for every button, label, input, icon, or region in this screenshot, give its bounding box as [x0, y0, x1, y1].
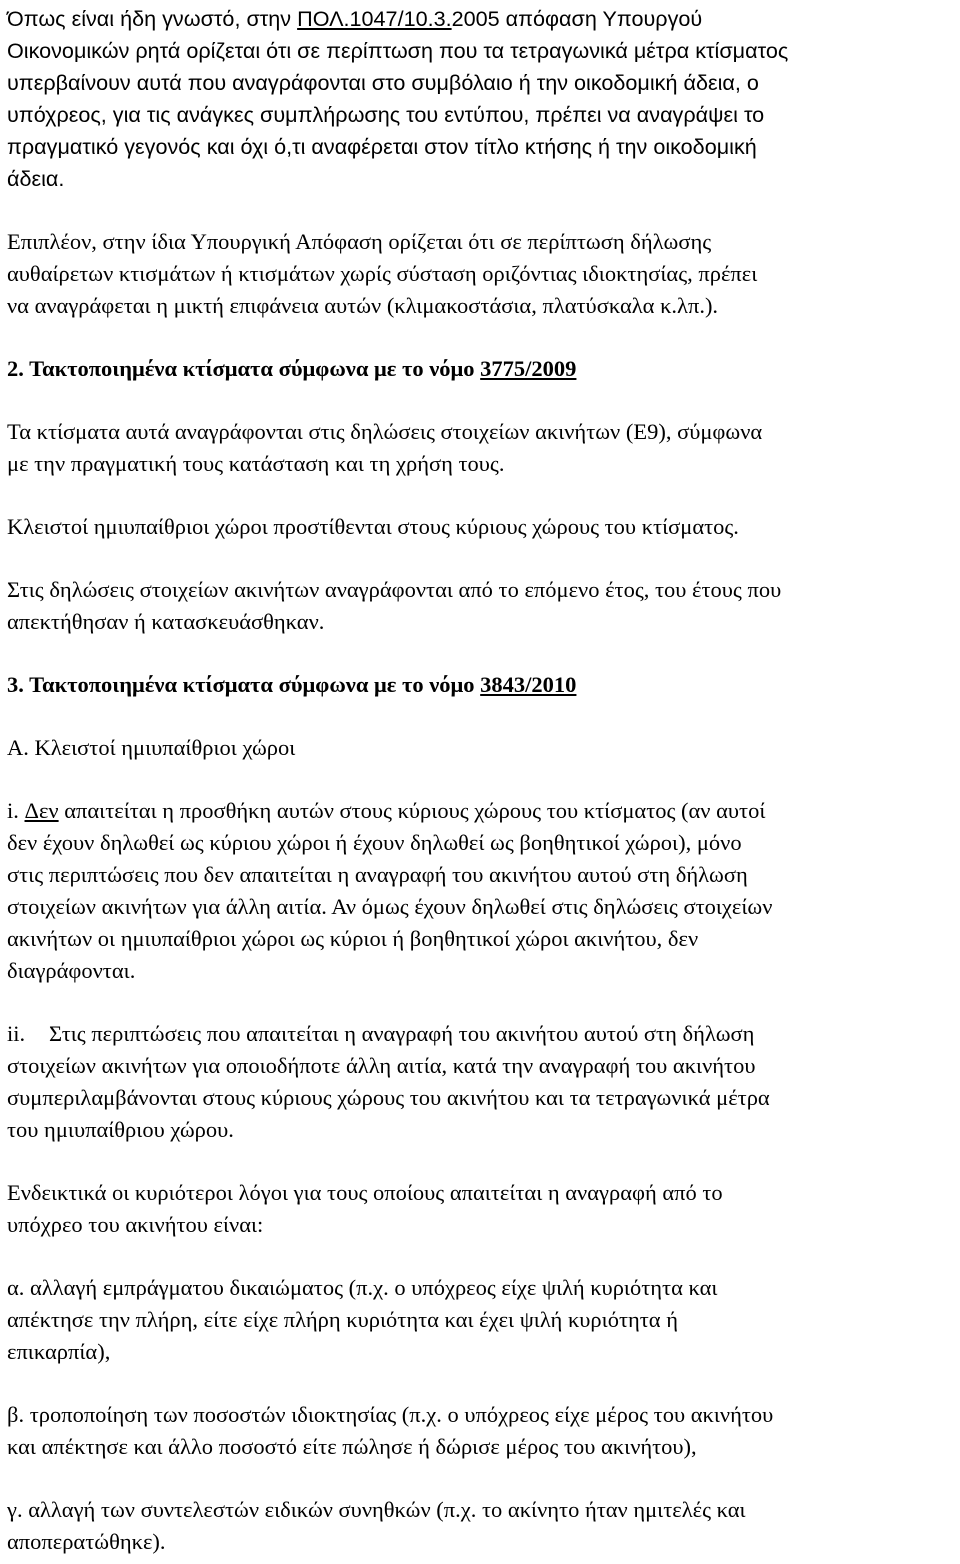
paragraph-6-line-2: υπόχρεο του ακινήτου είναι: [7, 1212, 264, 1237]
paragraph-2-line-2: αυθαίρετων κτισμάτων ή κτισμάτων χωρίς σύσταση οριζόντιας ιδιοκτησίας, πρέπει [7, 261, 758, 286]
law-number: 3775/2009 [480, 356, 577, 381]
item-marker: ii. [7, 1021, 26, 1046]
section-3-heading [7, 669, 576, 701]
paragraph-6-line-1: Ενδεικτικά οι κυριότεροι λόγοι για τους οποίους απαιτείται η αναγραφή από το [7, 1180, 723, 1205]
heading-text: 3. Τακτοποιημένα κτίσματα σύμφωνα με το νόμο [7, 672, 481, 697]
paragraph-5-line-2: απεκτήθησαν ή κατασκευάσθηκαν. [7, 609, 325, 634]
item-a-line-2: απέκτησε την πλήρη, είτε είχε πλήρη κυριότητα και έχει ψιλή κυριότητα ή [7, 1307, 678, 1332]
paragraph-1-line-2: Οικονομικών ρητά ορίζεται ότι σε περίπτωση που τα τετραγωνικά μέτρα κτίσματος [7, 38, 789, 63]
subsection-a-heading: Α. Κλειστοί ημιυπαίθριοι χώροι [7, 735, 296, 760]
paragraph-2-line-3: να αναγράφεται η μικτή επιφάνεια αυτών (κλιμακοστάσια, πλατύσκαλα κ.λπ.). [7, 293, 719, 318]
item-marker: i. [7, 798, 25, 823]
item-ii-line-3: συμπεριλαμβάνονται στους κύριους χώρους του ακινήτου και τα τετραγωνικά μέτρα [7, 1085, 770, 1110]
item-i-line-3: στις περιπτώσεις που δεν απαιτείται η αναγραφή του ακινήτου αυτού στη δήλωση [7, 862, 748, 887]
law-number: 3843/2010 [480, 672, 577, 697]
item-b-line-2: και απέκτησε και άλλο ποσοστό είτε πώλησε ή δώρισε μέρος του ακινήτου), [7, 1434, 697, 1459]
item-ii-line-2: στοιχείων ακινήτων για οποιοδήποτε άλλη αιτία, κατά την αναγραφή του ακινήτου [7, 1053, 756, 1078]
pol-reference-link[interactable]: ΠΟΛ.1047/10.3. [297, 6, 452, 31]
paragraph-1-line-6: άδεια. [7, 166, 65, 191]
underlined-word: Δεν [24, 798, 59, 823]
paragraph-1-line-4: υπόχρεος, για τις ανάγκες συμπλήρωσης του εντύπου, πρέπει να αναγράψει το [7, 102, 765, 127]
item-ii-line-1 [7, 1018, 754, 1050]
item-i-line-6: διαγράφονται. [7, 958, 136, 983]
section-2-heading [7, 353, 576, 385]
item-a-line-1: α. αλλαγή εμπράγματου δικαιώματος (π.χ. ο υπόχρεος είχε ψιλή κυριότητα και [7, 1275, 718, 1300]
item-a-line-3: επικαρπία), [7, 1339, 111, 1364]
paragraph-3-line-2: με την πραγματική τους κατάσταση και τη χρήση τους. [7, 451, 505, 476]
paragraph-5-line-1: Στις δηλώσεις στοιχείων ακινήτων αναγράφονται από το επόμενο έτος, του έτους που [7, 577, 782, 602]
text-span: απαιτείται η προσθήκη αυτών στους κύριους χώρους του κτίσματος (αν αυτοί [58, 798, 766, 823]
item-ii-line-4: του ημιυπαίθριου χώρου. [7, 1117, 234, 1142]
item-c-line-2: αποπερατώθηκε). [7, 1529, 166, 1554]
item-i-line-2: δεν έχουν δηλωθεί ως κύριου χώροι ή έχουν δηλωθεί ως βοηθητικοί χώροι), μόνο [7, 830, 742, 855]
paragraph-3-line-1: Τα κτίσματα αυτά αναγράφονται στις δηλώσεις στοιχείων ακινήτων (Ε9), σύμφωνα [7, 419, 763, 444]
item-c-line-1: γ. αλλαγή των συντελεστών ειδικών συνηθκών (π.χ. το ακίνητο ήταν ημιτελές και [7, 1497, 746, 1522]
paragraph-1-line-5: πραγματικό γεγονός και όχι ό,τι αναφέρεται στον τίτλο κτήσης ή την οικοδομική [7, 134, 757, 159]
paragraph-4-line-1: Κλειστοί ημιυπαίθριοι χώροι προστίθενται στους κύριους χώρους του κτίσματος. [7, 514, 739, 539]
text-span: Όπως είναι ήδη γνωστό, στην [7, 6, 298, 31]
text-span: Στις περιπτώσεις που απαιτείται η αναγραφή του ακινήτου αυτού στη δήλωση [49, 1021, 755, 1046]
paragraph-1-line-1 [7, 3, 702, 35]
paragraph-1-line-3: υπερβαίνουν αυτά που αναγράφονται στο συμβόλαιο ή την οικοδομική άδεια, ο [7, 70, 759, 95]
item-i-line-5: ακινήτων οι ημιυπαίθριοι χώροι ως κύριοι ή βοηθητικοί χώροι ακινήτου, δεν [7, 926, 699, 951]
paragraph-2-line-1: Επιπλέον, στην ίδια Υπουργική Απόφαση ορίζεται ότι σε περίπτωση δήλωσης [7, 229, 712, 254]
item-b-line-1: β. τροποποίηση των ποσοστών ιδιοκτησίας (π.χ. ο υπόχρεος είχε μέρος του ακινήτου [7, 1402, 774, 1427]
heading-text: 2. Τακτοποιημένα κτίσματα σύμφωνα με το νόμο [7, 356, 481, 381]
text-span: 2005 απόφαση Υπουργού [451, 6, 703, 31]
item-i-line-4: στοιχείων ακινήτων για άλλη αιτία. Αν όμως έχουν δηλωθεί στις δηλώσεις στοιχείων [7, 894, 773, 919]
item-i-line-1 [7, 795, 765, 827]
